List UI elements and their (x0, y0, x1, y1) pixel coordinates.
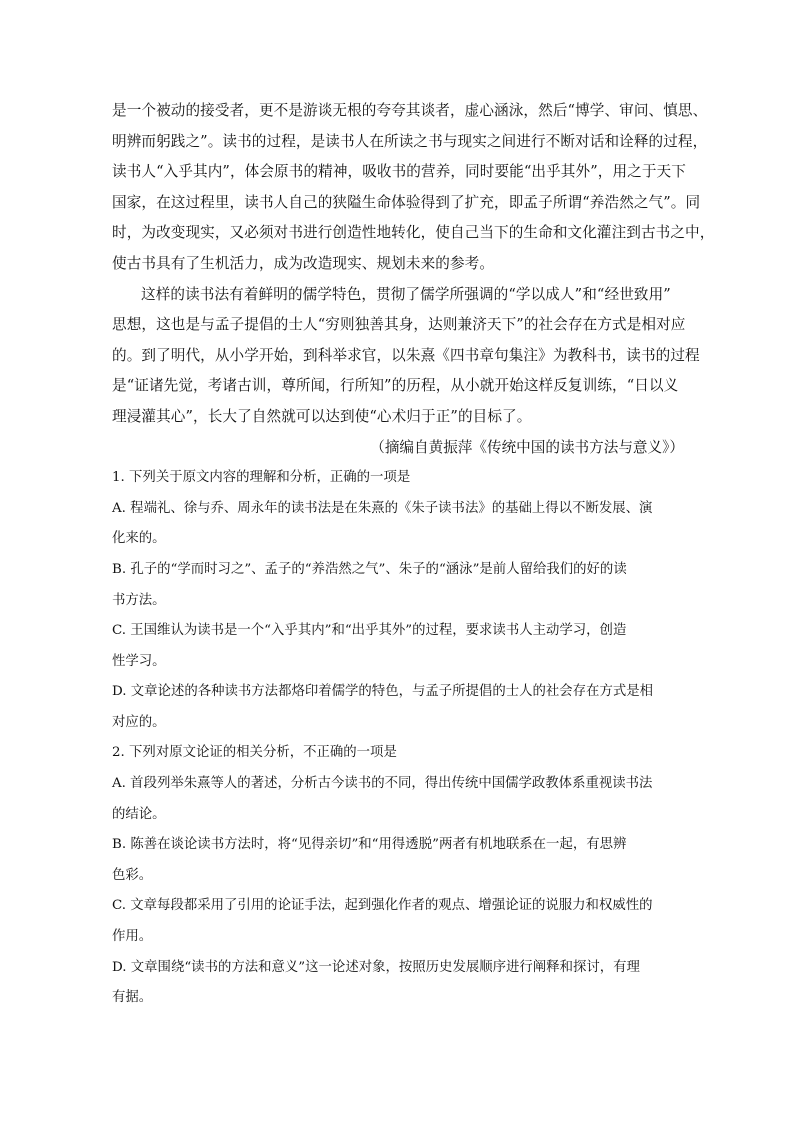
option-text-cont: 作用。 (112, 929, 153, 945)
text-line: 这样的读书法有着鲜明的儒学特色，贯彻了儒学所强调的“学以成人”和“经世致用” (141, 285, 671, 303)
option-c (112, 891, 684, 952)
option-text-cont: 化来的。 (112, 531, 166, 547)
option-text: A. 首段列举朱熹等人的著述，分析古今读书的不同，得出传统中国儒学政教体系重视读书法 (112, 776, 653, 792)
option-text-cont: 性学习。 (112, 653, 166, 669)
option-b (112, 555, 684, 616)
question-2 (112, 738, 684, 1013)
option-text-cont: 的结论。 (112, 806, 166, 822)
option-text-cont: 对应的。 (112, 714, 166, 730)
question-stem: 1. 下列关于原文内容的理解和分析，正确的一项是 (112, 470, 411, 486)
option-d (112, 953, 684, 1014)
option-text: D. 文章论述的各种读书方法都烙印着儒学的特色，与孟子所提倡的士人的社会存在方式是相 (112, 684, 654, 700)
passage-paragraph-1 (112, 96, 715, 280)
option-d (112, 677, 684, 738)
option-a (112, 769, 684, 830)
source-citation: （摘编自黄振萍《传统中国的读书方法与意义》） (370, 438, 684, 456)
option-text-cont: 书方法。 (112, 592, 166, 608)
option-text: C. 王国维认为读书是一个“入乎其内”和“出乎其外”的过程，要求读书人主动学习，创造 (112, 623, 627, 639)
text-line: 思想，这也是与孟子提倡的士人“穷则独善其身，达则兼济天下”的社会存在方式是相对应 (112, 316, 686, 334)
question-stem: 2. 下列对原文论证的相关分析，不正确的一项是 (112, 745, 397, 761)
text-line: 是一个被动的接受者，更不是游谈无根的夸夸其谈者，虚心涵泳，然后“博学、审问、慎思、 (112, 102, 708, 119)
text-line: 理浸灌其心”，长大了自然就可以达到使“心术归于正”的目标了。 (112, 407, 532, 425)
text-line: 使古书具有了生机活力，成为改造现实、规划未来的参考。 (112, 254, 495, 272)
text-line: 读书人“入乎其内”，体会原书的精神，吸收书的营养，同时要能“出乎其外”，用之于天下 (112, 163, 686, 181)
option-text-cont: 色彩。 (112, 867, 153, 883)
option-c (112, 616, 684, 677)
document-page (112, 96, 715, 1014)
option-text: B. 孔子的“学而时习之”、孟子的“养浩然之气”、朱子的“涵泳”是前人留给我们的好的读 (112, 561, 627, 577)
question-1 (112, 463, 684, 738)
passage-paragraph-2 (112, 280, 700, 433)
option-b (112, 830, 684, 891)
text-line: 明辨而躬践之”。读书的过程，是读书人在所读之书与现实之间进行不断对话和诠释的过程， (112, 132, 708, 150)
text-line: 是“证诸先觉，考诸古训，尊所闻，行所知”的历程，从小就开始这样反复训练，“日以义 (112, 377, 679, 395)
option-a (112, 494, 684, 555)
option-text: A. 程端礼、徐与乔、周永年的读书法是在朱熹的《朱子读书法》的基础上得以不断发展、演 (112, 500, 653, 516)
option-text: D. 文章围绕“读书的方法和意义”这一论述对象，按照历史发展顺序进行阐释和探讨，有理 (112, 959, 640, 975)
option-text: C. 文章每段都采用了引用的论证手法，起到强化作者的观点、增强论证的说服力和权威性的 (112, 898, 653, 914)
option-text: B. 陈善在谈论读书方法时，将“见得亲切”和“用得透脱”两者有机地联系在一起，有思辨 (112, 837, 627, 853)
text-line: 国家，在这过程里，读书人自己的狭隘生命体验得到了扩充，即孟子所谓“养浩然之气”。同 (112, 193, 701, 211)
text-line: 时，为改变现实，又必须对书进行创造性地转化，使自己当下的生命和文化灌注到古书之中， (112, 224, 715, 242)
text-line: 的。到了明代，从小学开始，到科举求官，以朱熹《四书章句集注》为教科书，读书的过程 (112, 346, 700, 364)
option-text-cont: 有据。 (112, 990, 153, 1006)
